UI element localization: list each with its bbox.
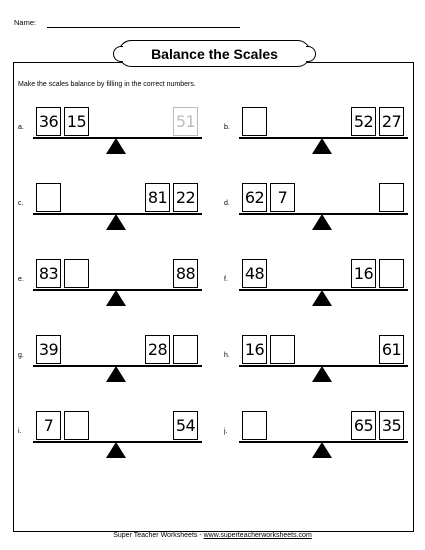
number-box: 15: [64, 107, 89, 136]
answer-box[interactable]: [173, 335, 198, 364]
number-box: 35: [379, 411, 404, 440]
number-box: 54: [173, 411, 198, 440]
number-box: 52: [351, 107, 376, 136]
footer-text: Super Teacher Worksheets -: [113, 532, 204, 539]
scale-problem: [18, 327, 198, 397]
problem-label: d.: [224, 200, 230, 207]
number-box: 51: [173, 107, 198, 136]
fulcrum-triangle-icon: [106, 290, 126, 306]
answer-box[interactable]: [36, 183, 61, 212]
number-box: 7: [270, 183, 295, 212]
fulcrum-triangle-icon: [106, 442, 126, 458]
number-box: 88: [173, 259, 198, 288]
scale-problem: [18, 403, 198, 473]
answer-box[interactable]: [242, 411, 267, 440]
fulcrum-triangle-icon: [106, 366, 126, 382]
worksheet-title: Balance the Scales: [118, 40, 311, 67]
problem-label: g.: [18, 352, 24, 359]
name-line: [47, 27, 240, 28]
scale-problem: [224, 251, 404, 321]
answer-box[interactable]: [64, 259, 89, 288]
number-box: 62: [242, 183, 267, 212]
problem-label: e.: [18, 276, 24, 283]
scale-problem: [224, 327, 404, 397]
scale-problem: [18, 175, 198, 245]
instructions: Make the scales balance by filling in the correct numbers.: [18, 81, 196, 88]
fulcrum-triangle-icon: [312, 442, 332, 458]
fulcrum-triangle-icon: [312, 290, 332, 306]
footer: [0, 532, 425, 539]
answer-box[interactable]: [242, 107, 267, 136]
number-box: 28: [145, 335, 170, 364]
number-box: 61: [379, 335, 404, 364]
scale-problem: [18, 251, 198, 321]
scale-problem: [18, 99, 198, 169]
answer-box[interactable]: [270, 335, 295, 364]
number-box: 22: [173, 183, 198, 212]
problem-label: a.: [18, 124, 24, 131]
fulcrum-triangle-icon: [312, 214, 332, 230]
name-label: Name:: [14, 18, 37, 27]
number-box: 36: [36, 107, 61, 136]
answer-box[interactable]: [64, 411, 89, 440]
fulcrum-triangle-icon: [106, 138, 126, 154]
problem-label: i.: [18, 428, 22, 435]
scale-problem: [224, 403, 404, 473]
number-box: 16: [242, 335, 267, 364]
answer-box[interactable]: [379, 183, 404, 212]
number-box: 7: [36, 411, 61, 440]
problem-label: f.: [224, 276, 228, 283]
problem-label: h.: [224, 352, 230, 359]
number-box: 39: [36, 335, 61, 364]
problem-label: c.: [18, 200, 24, 207]
fulcrum-triangle-icon: [312, 366, 332, 382]
fulcrum-triangle-icon: [312, 138, 332, 154]
scale-problem: [224, 99, 404, 169]
number-box: 81: [145, 183, 170, 212]
scale-problem: [224, 175, 404, 245]
answer-box[interactable]: [379, 259, 404, 288]
number-box: 65: [351, 411, 376, 440]
number-box: 83: [36, 259, 61, 288]
number-box: 48: [242, 259, 267, 288]
number-box: 16: [351, 259, 376, 288]
problem-label: j.: [224, 428, 228, 435]
problem-label: b.: [224, 124, 230, 131]
footer-link[interactable]: www.superteacherworksheets.com: [203, 532, 312, 539]
number-box: 27: [379, 107, 404, 136]
fulcrum-triangle-icon: [106, 214, 126, 230]
